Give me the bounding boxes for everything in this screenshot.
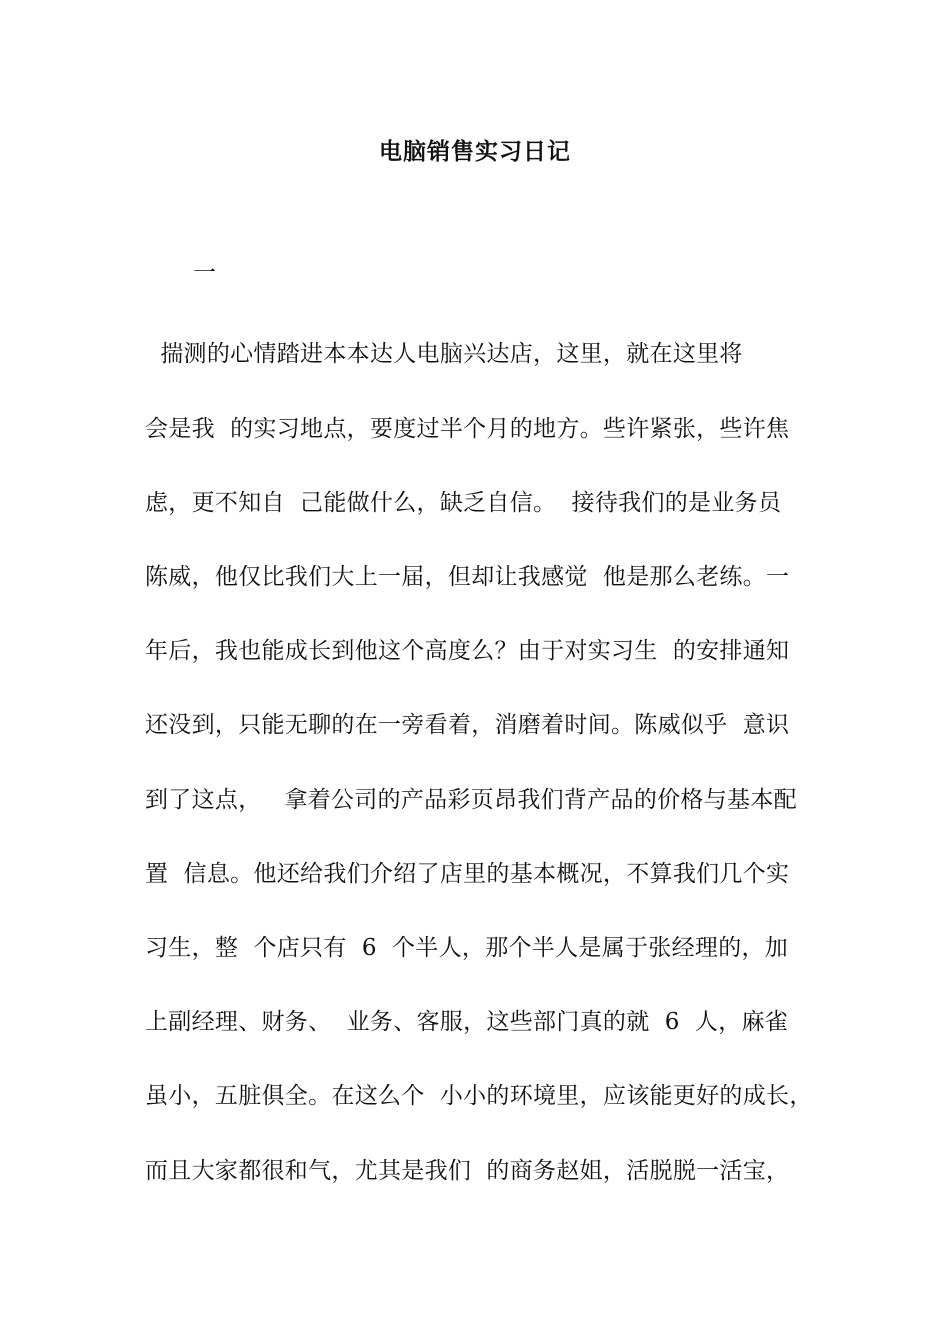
paragraph-line: 到了这点， 拿着公司的产品彩页昂我们背产品的价格与基本配 [145,787,797,813]
paragraph-line: 而且大家都很和气，尤其是我们 的商务赵姐，活脱脱一活宝， [145,1158,790,1184]
paragraph-line: 会是我 的实习地点，要度过半个月的地方。些许紧张，些许焦 [145,416,790,442]
paragraph-line: 年后，我也能成长到他这个高度么？由于对实习生 的安排通知 [145,638,790,664]
paragraph-line: 置 信息。他还给我们介绍了店里的基本概况，不算我们几个实 [145,861,790,887]
paragraph-line: 习生，整 个店只有 6 个半人，那个半人是属于张经理的，加 [145,935,789,961]
page-title: 电脑销售实习日记 [379,139,571,165]
section-number: 一 [193,260,216,286]
paragraph-line: 还没到，只能无聊的在一旁看着，消磨着时间。陈威似乎 意识 [145,712,790,738]
paragraph-line: 虑，更不知自 己能做什么，缺乏自信。 接待我们的是业务员 [145,490,782,516]
paragraph-line: 上副经理、财务、 业务、客服，这些部门真的就 6 人，麻雀 [145,1009,789,1035]
paragraph-line: 陈威，他仅比我们大上一届，但却让我感觉 他是那么老练。一 [145,564,790,590]
paragraph-line: 揣测的心情踏进本本达人电脑兴达店，这里，就在这里将 [145,341,743,367]
paragraph-line: 虽小，五脏俱全。在这么个 小小的环境里，应该能更好的成长， [145,1083,813,1109]
